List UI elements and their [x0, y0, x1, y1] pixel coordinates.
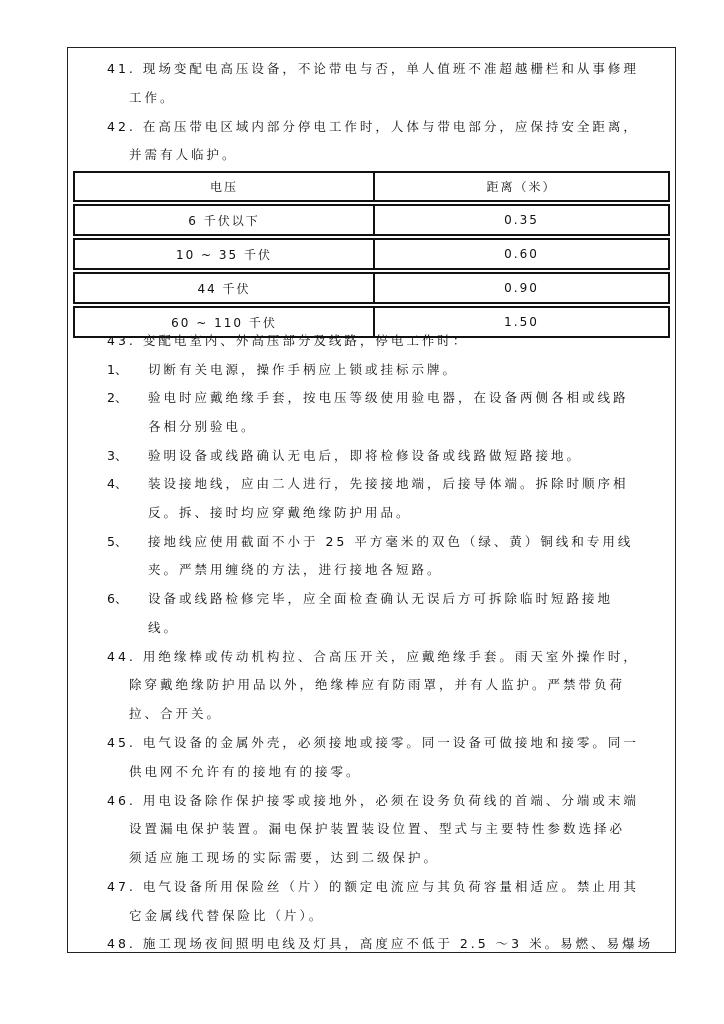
substep-6-line1: 设备或线路检修完毕，应全面检查确认无误后方可拆除临时短路接地 — [148, 591, 614, 606]
substep-5-line2: 夹。严禁用缠绕的方法，进行接地各短路。 — [148, 562, 443, 577]
table-cell-voltage: 6 千伏以下 — [74, 205, 374, 235]
substep-6-line2: 线。 — [148, 620, 180, 635]
substep-2-number: 2、 — [107, 390, 128, 405]
item-42-line1: 42. 在高压带电区域内部分停电工作时，人体与带电部分，应保持安全距离， — [107, 119, 639, 134]
item-48-line1: 48. 施工现场夜间照明电线及灯具，高度应不低于 2.5 ～3 米。易燃、易爆场 — [107, 936, 654, 951]
substep-2-line1: 验电时应戴绝缘手套，按电压等级使用验电器，在设备两侧各相或线路 — [148, 390, 629, 405]
item-44-line1: 44. 用绝缘棒或传动机构拉、合高压开关，应戴绝缘手套。雨天室外操作时， — [107, 649, 639, 664]
table-cell-distance: 0.60 — [374, 239, 669, 269]
substep-4-line1: 装设接地线，应由二人进行，先接接地端，后接导体端。拆除时顺序相 — [148, 476, 629, 491]
item-44-line3: 拉、合开关。 — [129, 706, 223, 721]
item-43-line1: 43. 变配电室内、外高压部分及线路，停电工作时： — [107, 333, 469, 348]
item-45-line2: 供电网不允许有的接地有的接零。 — [129, 764, 362, 779]
item-45-line1: 45. 电气设备的金属外壳，必须接地或接零。同一设备可做接地和接零。同一 — [107, 735, 639, 750]
table-cell-voltage: 10 ~ 35 千伏 — [74, 239, 374, 269]
item-41-line2: 工作。 — [129, 90, 176, 105]
substep-6-number: 6、 — [107, 591, 128, 606]
substep-3-number: 3、 — [107, 448, 128, 463]
table-cell-distance: 1.50 — [374, 307, 669, 337]
substep-5-number: 5、 — [107, 534, 128, 549]
table-header-voltage: 电压 — [74, 172, 374, 201]
substep-2-line2: 各相分别验电。 — [148, 419, 257, 434]
substep-4-line2: 反。拆、接时均应穿戴绝缘防护用品。 — [148, 505, 412, 520]
table-cell-distance: 0.90 — [374, 273, 669, 303]
table-cell-distance: 0.35 — [374, 205, 669, 235]
table-row — [74, 239, 669, 269]
table-header-row — [74, 172, 669, 201]
table-row — [74, 205, 669, 235]
item-46-line3: 须适应施工现场的实际需要，达到二级保护。 — [129, 850, 440, 865]
substep-3-line1: 验明设备或线路确认无电后，即将检修设备或线路做短路接地。 — [148, 448, 583, 463]
voltage-distance-table — [73, 171, 670, 338]
substep-1-line1: 切断有关电源，操作手柄应上锁或挂标示牌。 — [148, 362, 459, 377]
table-cell-voltage: 44 千伏 — [74, 273, 374, 303]
item-41-line1: 41. 现场变配电高压设备，不论带电与否，单人值班不准超越栅栏和从事修理 — [107, 61, 639, 76]
item-42-line2: 并需有人临护。 — [129, 147, 238, 162]
item-47-line2: 它金属线代替保险比（片）。 — [129, 908, 325, 923]
item-46-line2: 设置漏电保护装置。漏电保护装置装设位置、型式与主要特性参数选择必 — [129, 821, 626, 836]
item-47-line1: 47. 电气设备所用保险丝（片）的额定电流应与其负荷容量相适应。禁止用其 — [107, 879, 639, 894]
substep-5-line1: 接地线应使用截面不小于 25 平方毫米的双色（绿、黄）铜线和专用线 — [148, 534, 634, 549]
substep-1-number: 1、 — [107, 362, 128, 377]
table-header-distance: 距离（米） — [374, 172, 669, 201]
table-cell-voltage: 60 ~ 110 千伏 — [74, 307, 374, 337]
substep-4-number: 4、 — [107, 476, 128, 491]
item-46-line1: 46. 用电设备除作保护接零或接地外，必须在设务负荷线的首端、分端或末端 — [107, 793, 639, 808]
item-44-line2: 除穿戴绝缘防护用品以外，绝缘棒应有防雨罩，并有人监护。严禁带负荷 — [129, 677, 626, 692]
table-row — [74, 273, 669, 303]
